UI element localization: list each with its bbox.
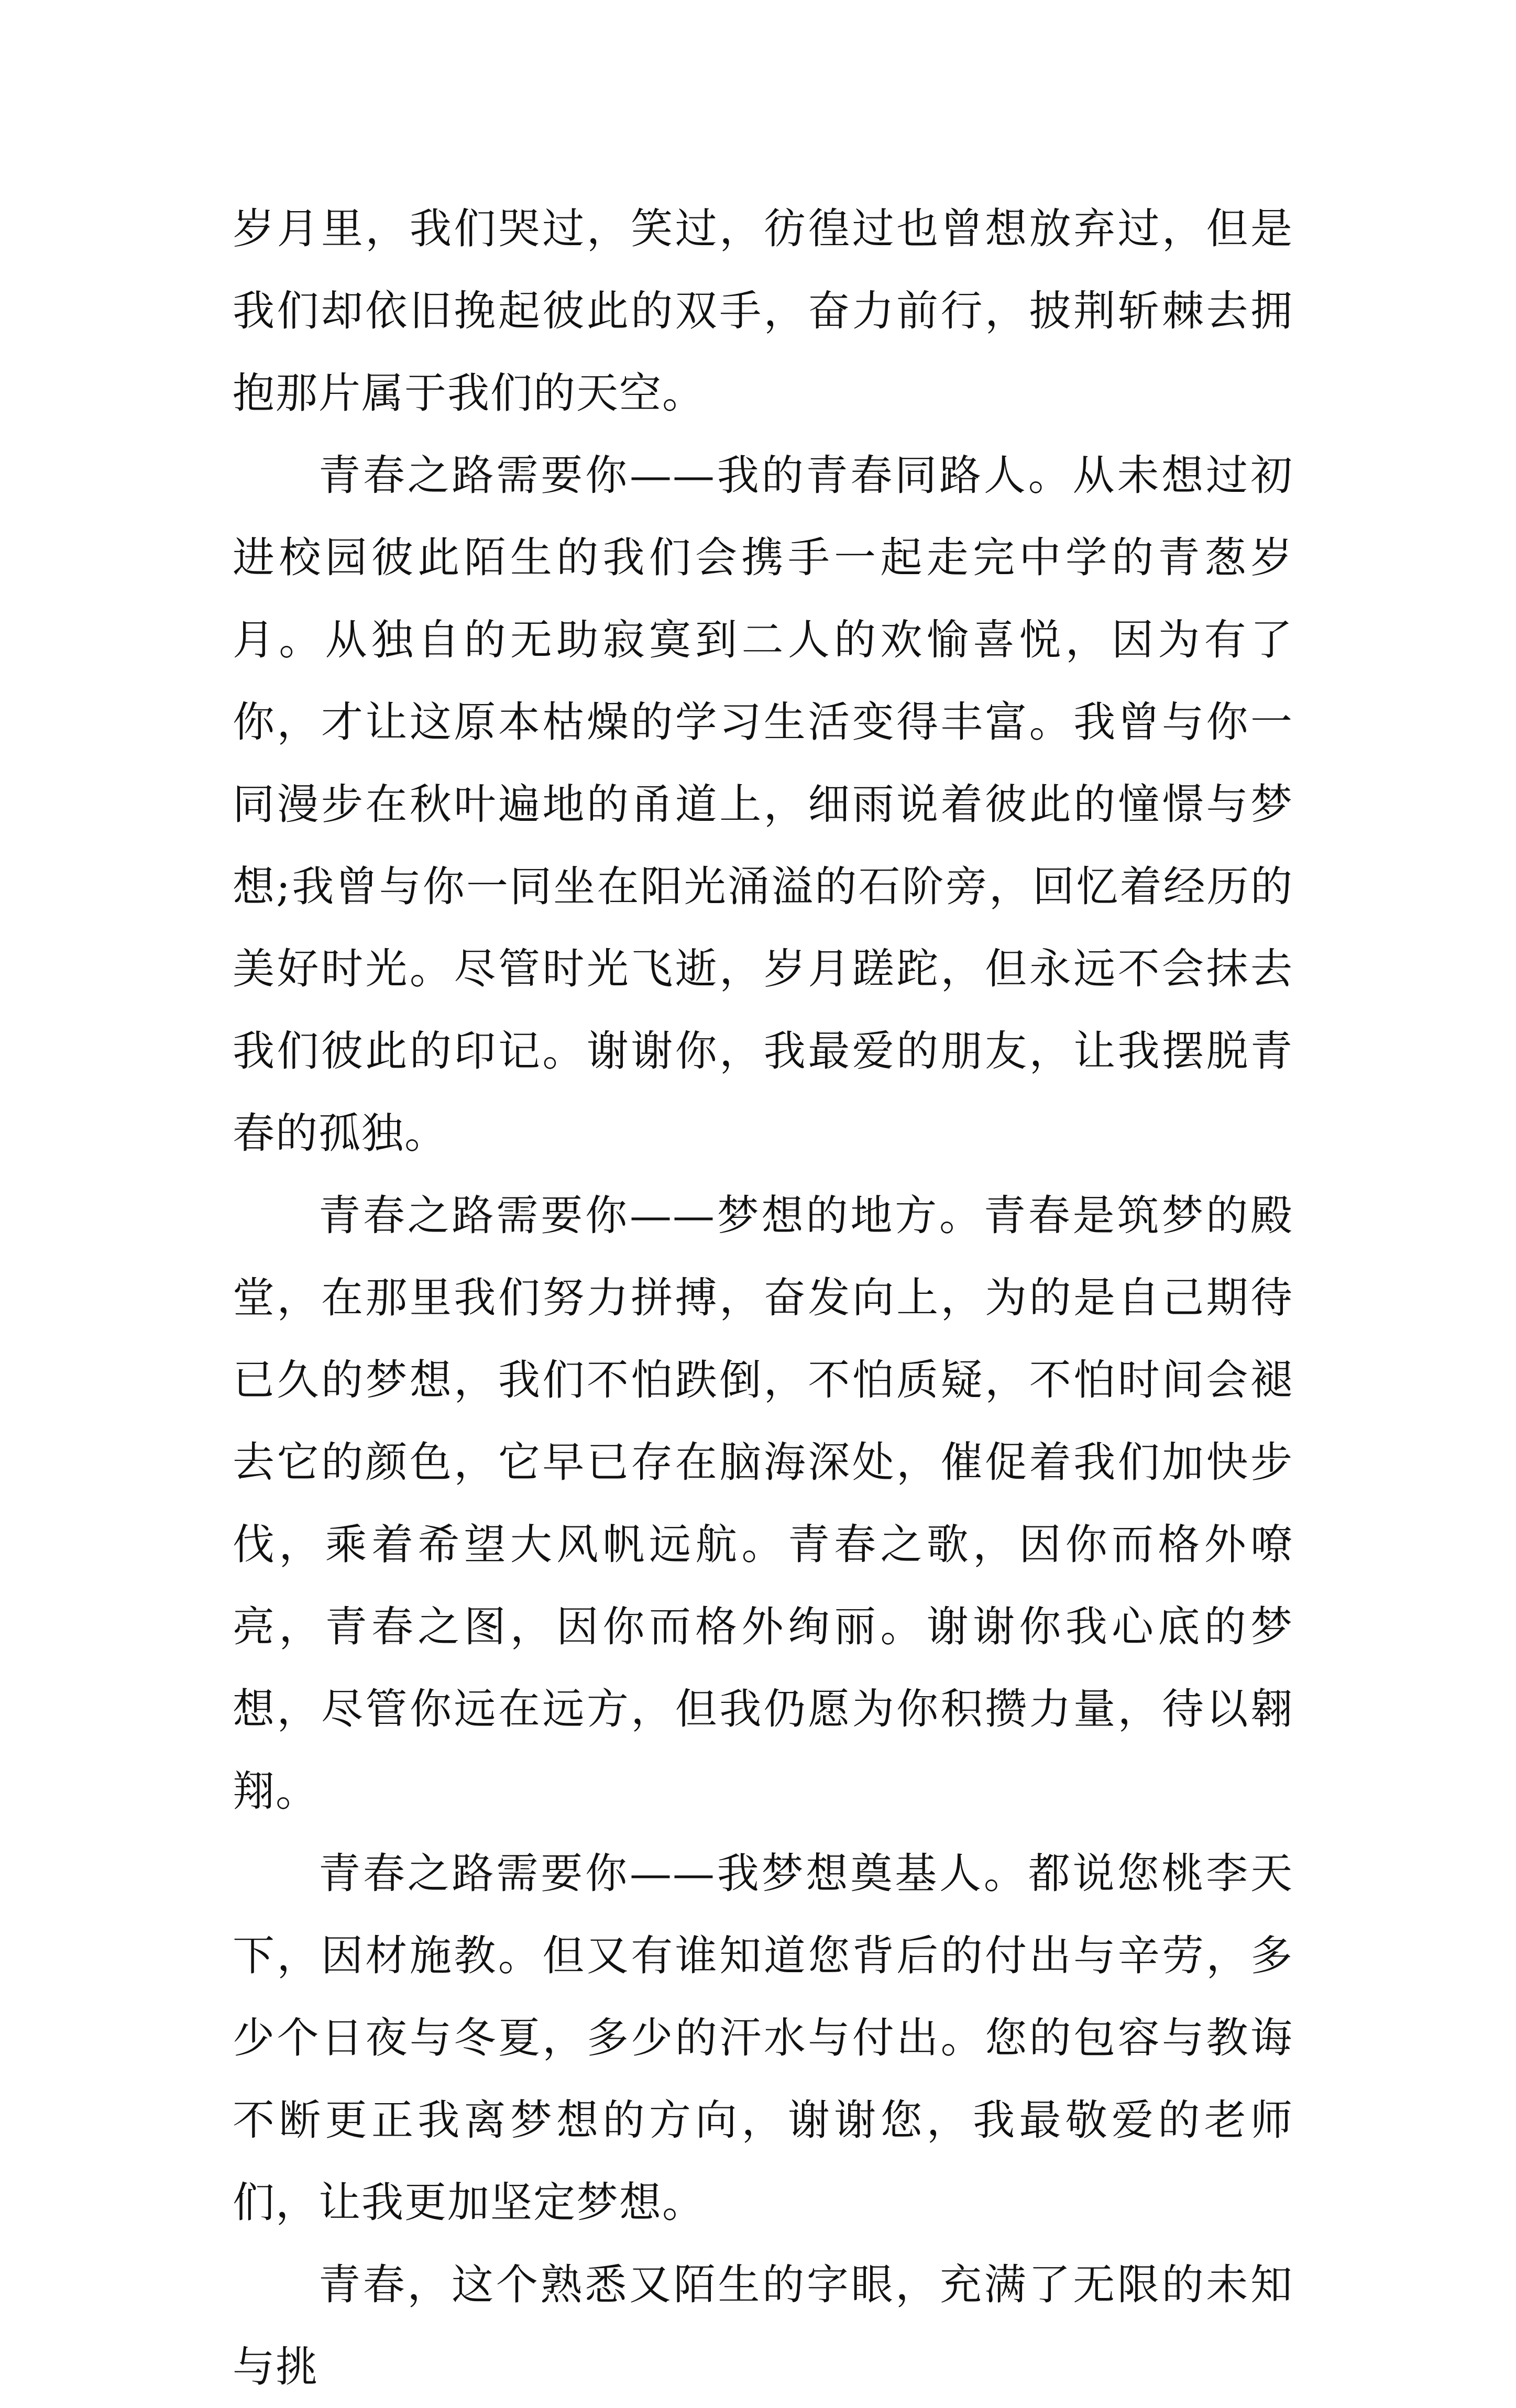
paragraph-4: 青春之路需要你——我梦想奠基人。都说您桃李天下，因材施教。但又有谁知道您背后的付出与辛劳，多少个日夜与冬夏，多少的汗水与付出。您的包容与教诲不断更正我离梦想的方向，谢谢您，我最敬爱的老师们，让我更加坚定梦想。 bbox=[233, 1849, 1293, 2227]
paragraph-3: 青春之路需要你——梦想的地方。青春是筑梦的殿堂，在那里我们努力拼搏，奋发向上，为的是自己期待已久的梦想，我们不怕跌倒，不怕质疑，不怕时间会褪去它的颜色，它早已存在脑海深处，催促着我们加快步伐，乘着希望大风帆远航。青春之歌，因你而格外嘹亮，青春之图，因你而格外绚丽。谢谢你我心底的梦想，尽管你远在远方，但我仍愿为你积攒力量，待以翱翔。 bbox=[233, 1191, 1293, 1816]
article-body bbox=[233, 188, 1293, 2408]
paragraph-5: 青春，这个熟悉又陌生的字眼，充满了无限的未知与挑 bbox=[233, 2260, 1293, 2391]
paragraph-2: 青春之路需要你——我的青春同路人。从未想过初进校园彼此陌生的我们会携手一起走完中学的青葱岁月。从独自的无助寂寞到二人的欢愉喜悦，因为有了你，才让这原本枯燥的学习生活变得丰富。我曾与你一同漫步在秋叶遍地的甬道上，细雨说着彼此的憧憬与梦想;我曾与你一同坐在阳光涌溢的石阶旁，回忆着经历的美好时光。尽管时光飞逝，岁月蹉跎，但永远不会抹去我们彼此的印记。谢谢你，我最爱的朋友，让我摆脱青春的孤独。 bbox=[233, 451, 1293, 1158]
paragraph-1: 岁月里，我们哭过，笑过，彷徨过也曾想放弃过，但是我们却依旧挽起彼此的双手，奋力前行，披荆斩棘去拥抱那片属于我们的天空。 bbox=[233, 204, 1293, 417]
